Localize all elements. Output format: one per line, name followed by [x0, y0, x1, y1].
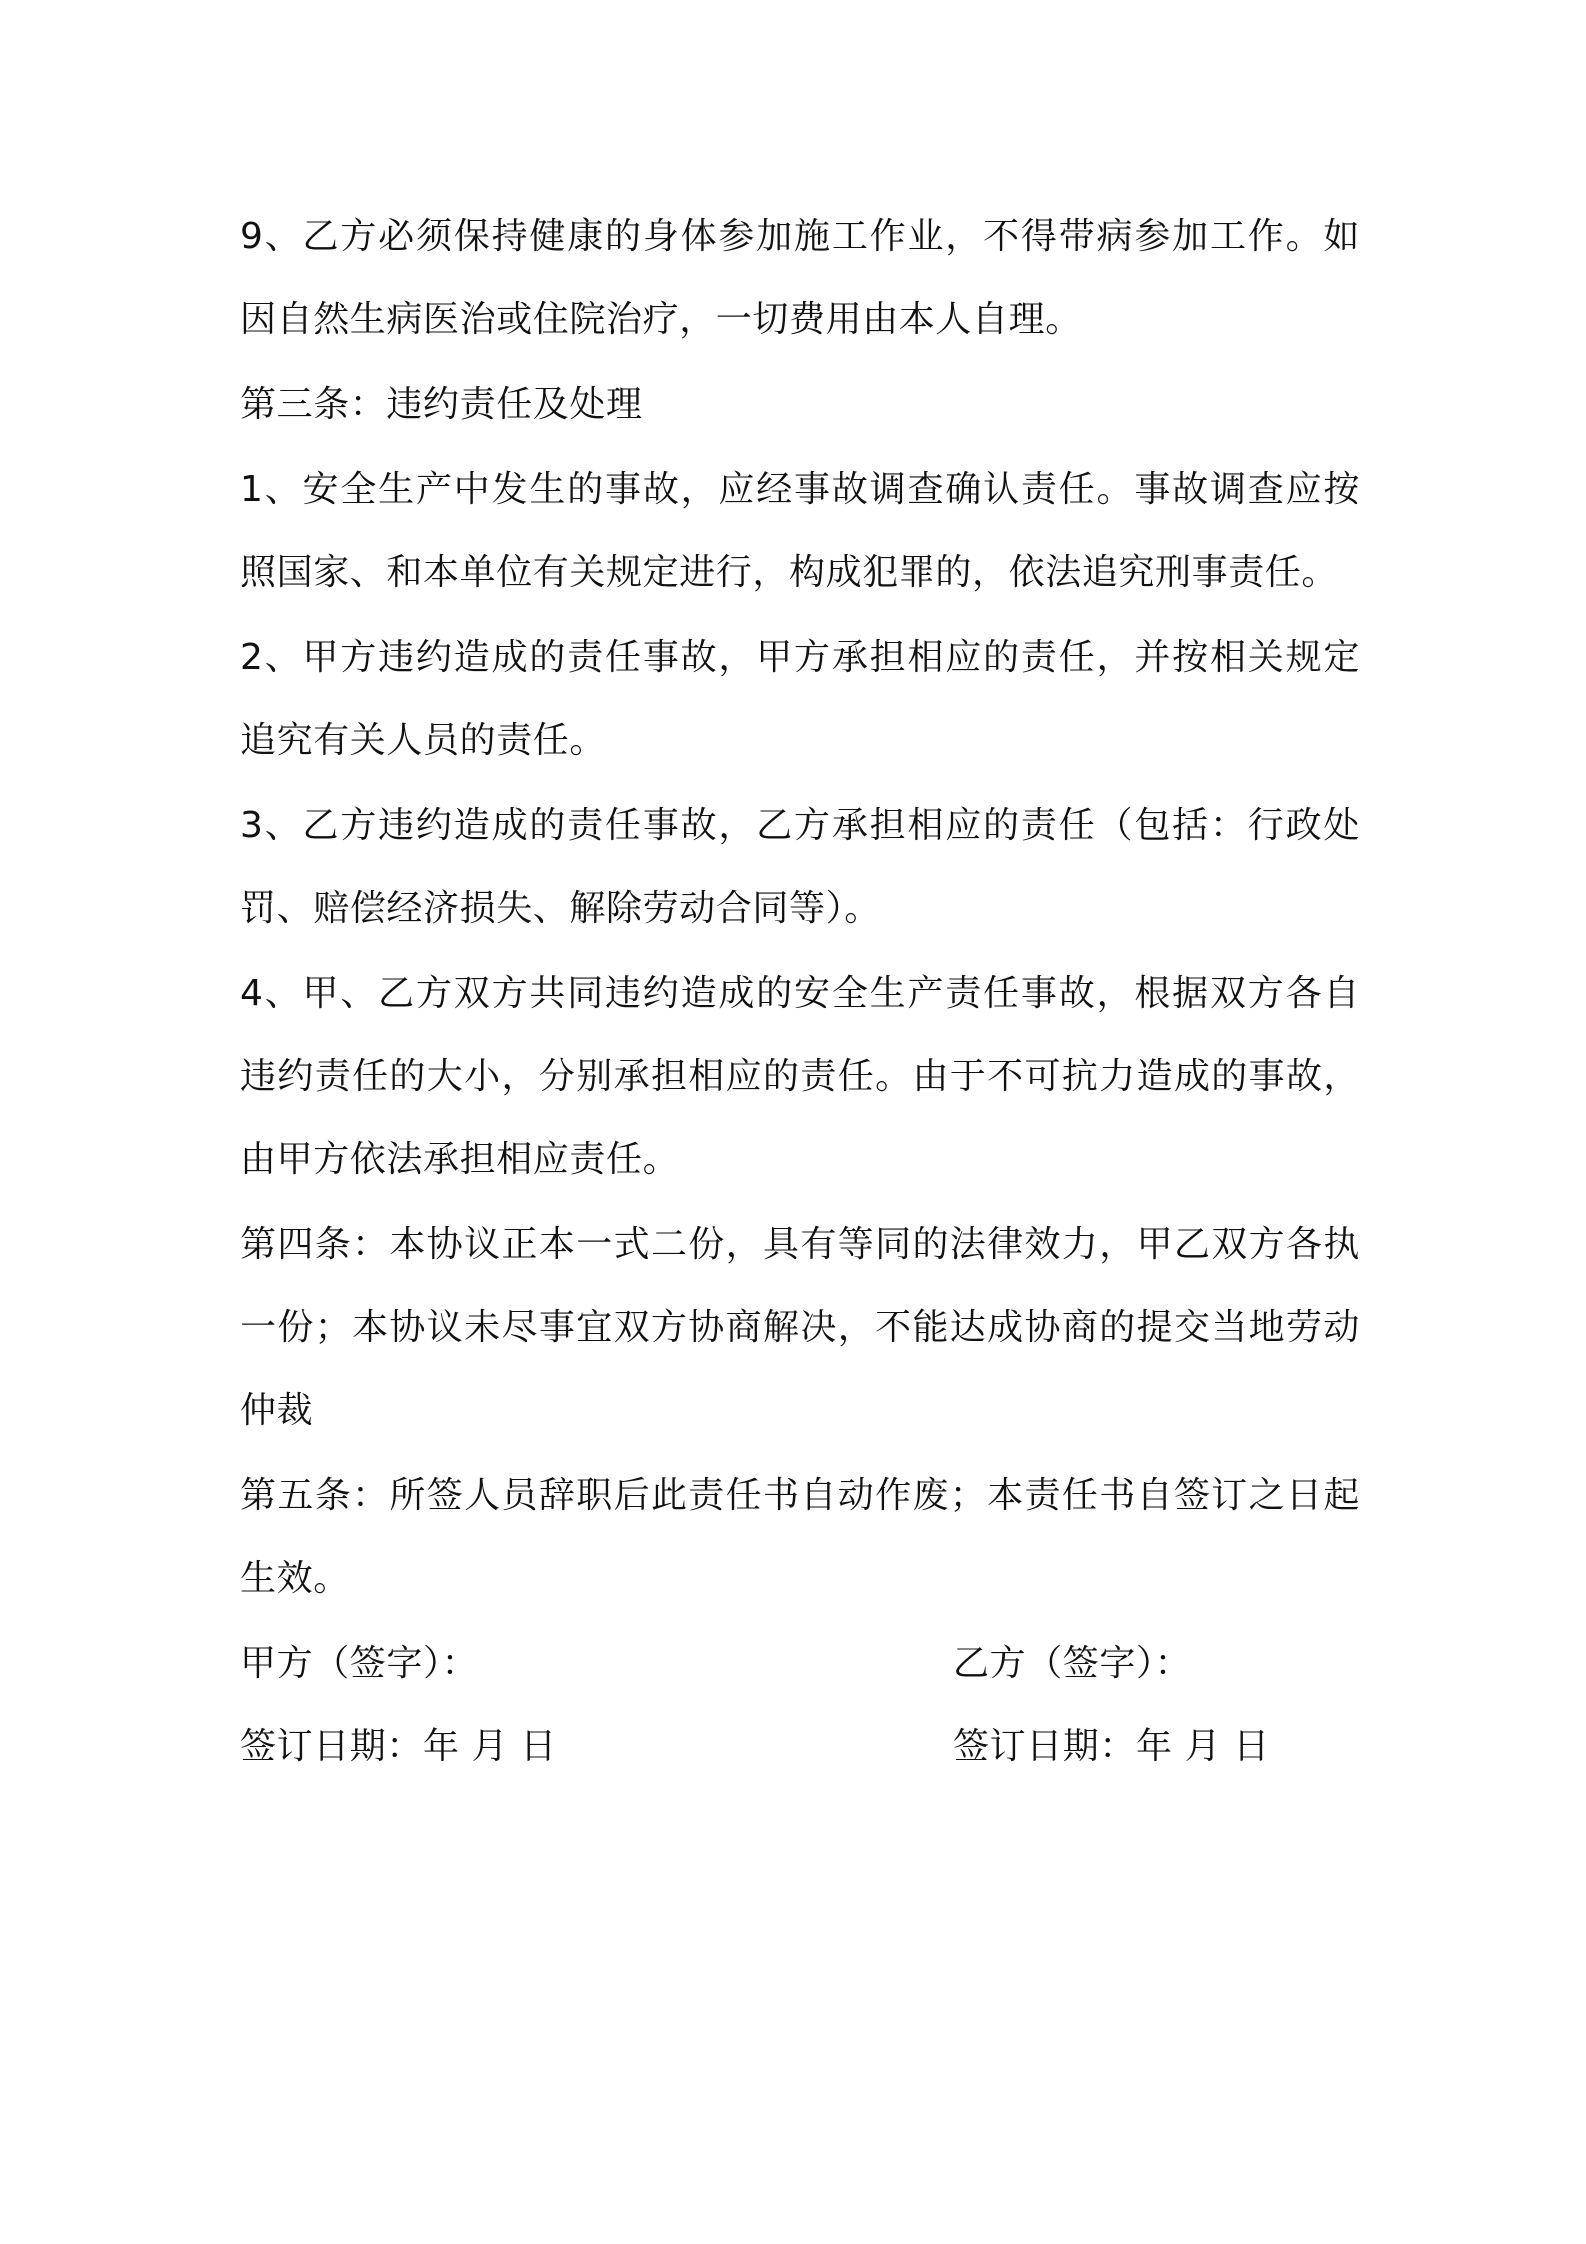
article-5-text: 第五条：所签人员辞职后此责任书自动作废；本责任书自签订之日起生效。 [240, 1475, 1360, 1599]
article-4-text: 第四条：本协议正本一式二份，具有等同的法律效力，甲乙双方各执一份；本协议未尽事宜双方协商解决，不能达成协商的提交当地劳动仲裁 [240, 1224, 1360, 1431]
clause-item-3-1: 1、安全生产中发生的事故，应经事故调查确认责任。事故调查应按照国家、和本单位有关规定进行，构成犯罪的，依法追究刑事责任。 [240, 469, 1360, 593]
signature-row [240, 1622, 1360, 1705]
party-a-signature-label: 甲方（签字）： [240, 1643, 479, 1684]
party-b-signing-date: 签订日期：年 月 日 [953, 1726, 1270, 1767]
clause-item-3-2: 2、甲方违约造成的责任事故，甲方承担相应的责任，并按相关规定追究有关人员的责任。 [240, 637, 1360, 761]
signing-date-row [240, 1705, 1360, 1788]
document-page [240, 195, 1360, 1788]
party-b-signature-label: 乙方（签字）： [953, 1643, 1192, 1684]
clause-item-3-4: 4、甲、乙方双方共同违约造成的安全生产责任事故，根据双方各自违约责任的大小，分别承担相应的责任。由于不可抗力造成的事故，由甲方依法承担相应责任。 [240, 973, 1360, 1180]
clause-item-3-3: 3、乙方违约造成的责任事故，乙方承担相应的责任（包括：行政处罚、赔偿经济损失、解除劳动合同等）。 [240, 805, 1360, 929]
clause-item-9: 9、乙方必须保持健康的身体参加施工作业，不得带病参加工作。如因自然生病医治或住院治疗，一切费用由本人自理。 [240, 216, 1360, 340]
party-a-signing-date: 签订日期：年 月 日 [240, 1726, 557, 1767]
article-3-heading: 第三条：违约责任及处理 [240, 384, 643, 425]
